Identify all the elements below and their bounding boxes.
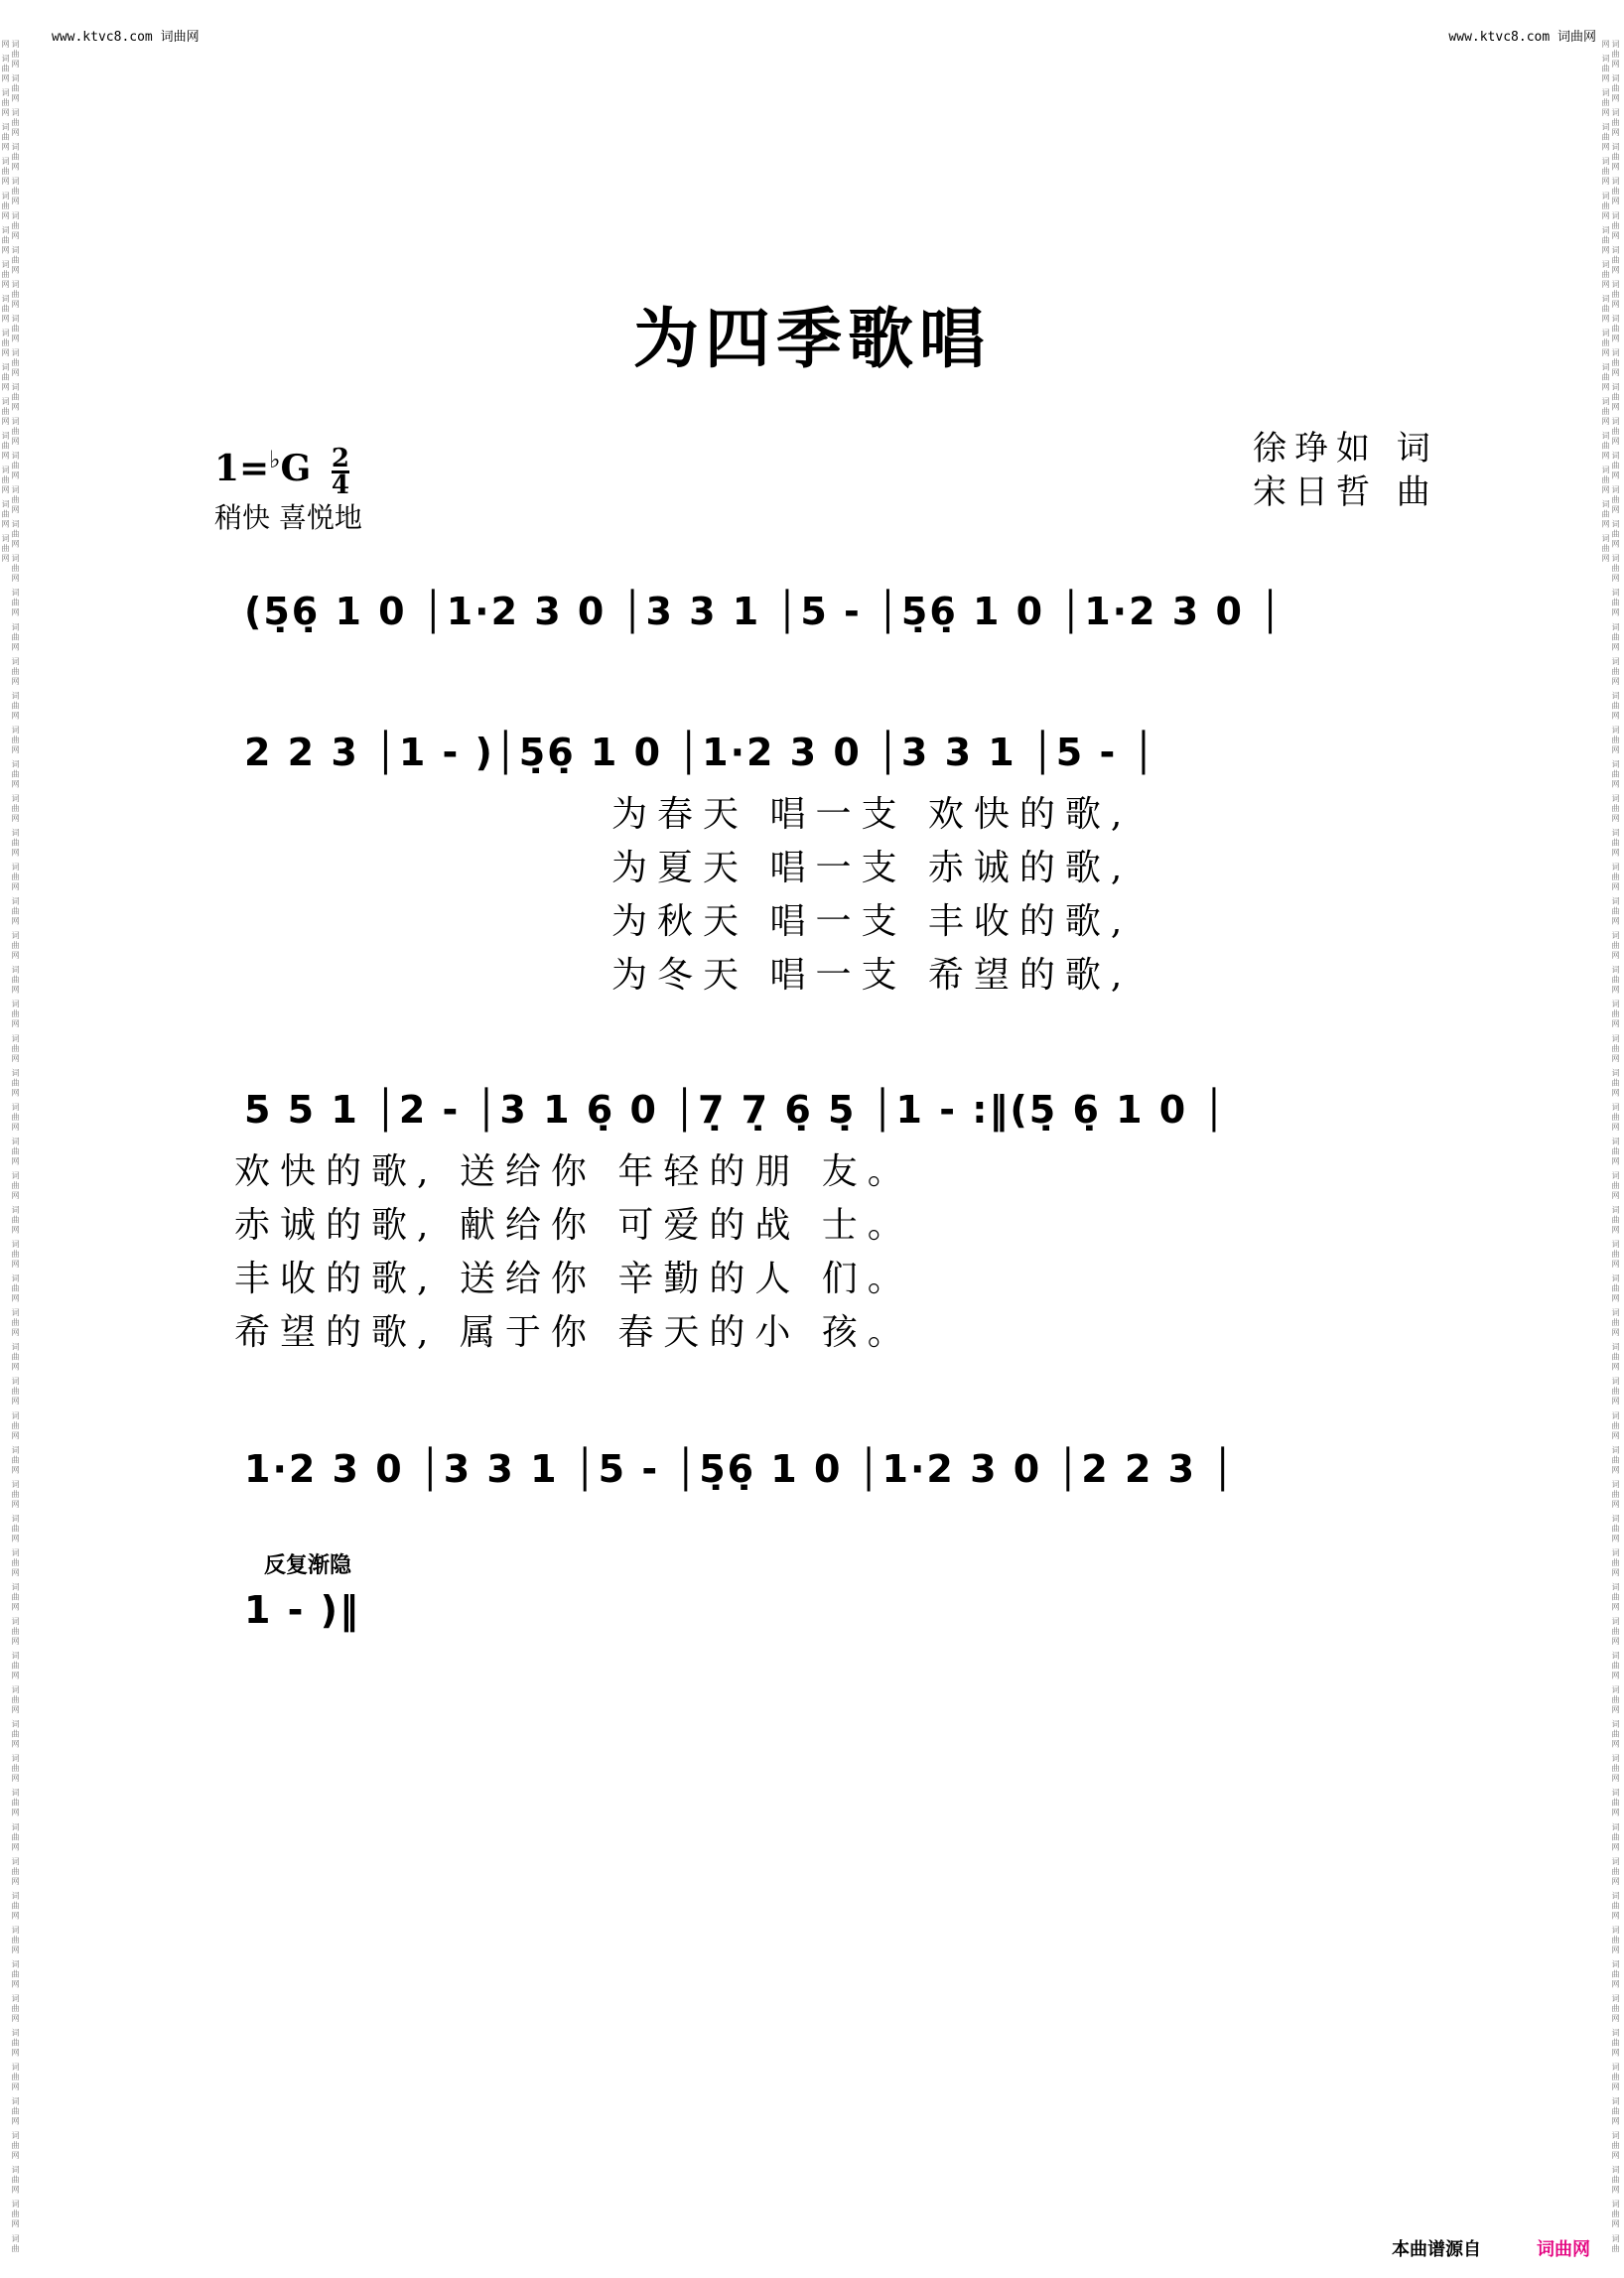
lyric-line: 为秋天 唱一支 丰收的歌, [611,901,1133,942]
song-title: 为四季歌唱 [633,300,991,377]
notation-system-2: 2 2 3 │1 - )│5̣6̣ 1 0 │1·2 3 0 │3 3 1 │5 - │ [244,731,1157,774]
lyric-line: 为冬天 唱一支 希望的歌, [611,955,1133,996]
lyric-line: 丰收的歌, 送给你 辛勤的人 们。 [234,1259,913,1299]
key-signature [214,443,349,500]
header-left-url: www.ktvc8.com 词曲网 [52,30,200,45]
tempo-marking: 稍快 喜悦地 [214,501,362,534]
key-prefix: 1= [214,448,270,489]
composer-credit: 宋日哲 曲 [1253,472,1438,512]
flat-symbol: ♭ [269,445,281,473]
notation-system-1: (5̣6̣ 1 0 │1·2 3 0 │3 3 1 │5 - │5̣6̣ 1 0 │1·2 3 0 │ [244,590,1284,633]
notation-system-5: 1 - )‖ [244,1588,361,1632]
lyrics-block-1 [611,788,1132,1003]
notation-system-4: 1·2 3 0 │3 3 1 │5 - │5̣6̣ 1 0 │1·2 3 0 │2 2 3 │ [244,1447,1237,1491]
notation-system-3: 5 5 1 │2 - │3 1 6̣ 0 │7̣ 7̣ 6̣ 5̣ │1 - :‖(5̣ 6̣ 1 0 │ [244,1088,1228,1132]
lyric-line: 为春天 唱一支 欢快的歌, [611,794,1133,835]
time-signature [331,443,349,500]
lyric-line: 赤诚的歌, 献给你 可爱的战 士。 [234,1205,913,1246]
time-bottom: 4 [331,469,349,500]
right-side-watermark: 词曲网 词曲网 词曲网 词曲网 词曲网 词曲网 词曲网 词曲网 词曲网 词曲网 词曲网 词曲网 词曲网 词曲网 词曲网 词曲网 词曲网 词曲网 词曲网 词曲网 词曲网 词曲网 词曲网 词曲网 词曲网 词曲网 词曲网 词曲网 词曲网 词曲网 词曲网 词曲网 词曲网 词曲网 词曲网 词曲网 词曲网 词曲网 词曲网 词曲网 词曲网 词曲网 词曲网 词曲网 词曲网 词曲网 词曲网 词曲网 词曲网 词曲网 词曲网 词曲网 词曲网 词曲网 词曲网 词曲网 词曲网 词曲网 词曲网 词曲网 词曲网 词曲网 词曲网 词曲网 词曲网 词曲网 词曲网 词曲网 词曲网 词曲网 词曲网 词曲网 词曲网 词曲网 词曲网 词曲网 词曲网 词曲网 词曲网 词曲网 [1601,40,1620,2254]
lyrics-block-2 [234,1145,913,1360]
footer-source-label: 本曲谱源自 [1392,2239,1481,2260]
lyric-line: 希望的歌, 属于你 春天的小 孩。 [234,1312,913,1353]
header-right-url: www.ktvc8.com 词曲网 [1448,30,1596,45]
time-top: 2 [331,443,349,473]
footer-site-link[interactable]: 词曲网 [1537,2239,1590,2260]
lyric-line: 欢快的歌, 送给你 年轻的朋 友。 [234,1151,913,1192]
lyricist-credit: 徐琤如 词 [1253,429,1438,469]
left-side-watermark: 词曲网 词曲网 词曲网 词曲网 词曲网 词曲网 词曲网 词曲网 词曲网 词曲网 词曲网 词曲网 词曲网 词曲网 词曲网 词曲网 词曲网 词曲网 词曲网 词曲网 词曲网 词曲网 词曲网 词曲网 词曲网 词曲网 词曲网 词曲网 词曲网 词曲网 词曲网 词曲网 词曲网 词曲网 词曲网 词曲网 词曲网 词曲网 词曲网 词曲网 词曲网 词曲网 词曲网 词曲网 词曲网 词曲网 词曲网 词曲网 词曲网 词曲网 词曲网 词曲网 词曲网 词曲网 词曲网 词曲网 词曲网 词曲网 词曲网 词曲网 词曲网 词曲网 词曲网 词曲网 词曲网 词曲网 词曲网 词曲网 词曲网 词曲网 词曲网 词曲网 词曲网 词曲网 词曲网 词曲网 词曲网 词曲网 词曲网 词曲网 [1,40,20,2254]
repeat-fade-note: 反复渐隐 [264,1553,352,1578]
lyric-line: 为夏天 唱一支 赤诚的歌, [611,848,1133,888]
key-note: G [280,448,312,489]
